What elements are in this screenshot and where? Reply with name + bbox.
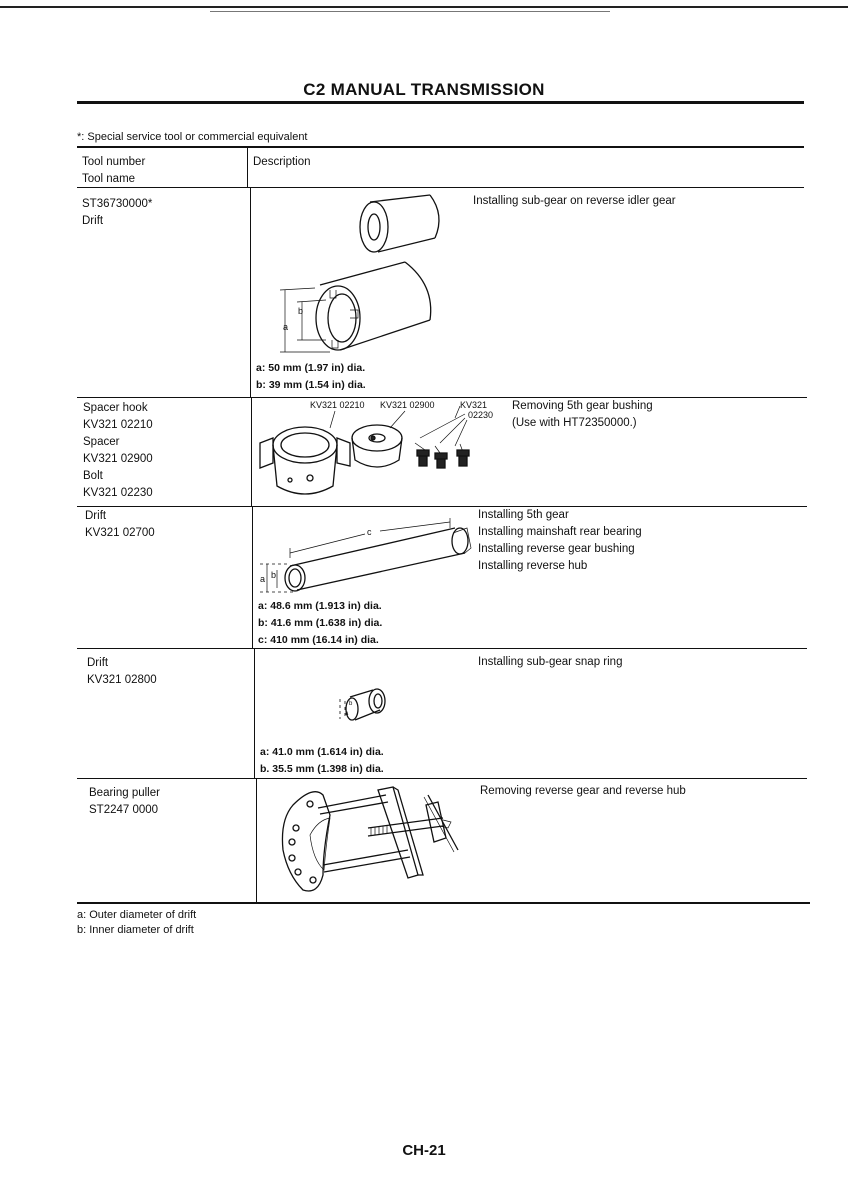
column-divider-row5 [256, 779, 257, 902]
page-number: CH-21 [402, 1142, 446, 1159]
row3-tool-name: Drift [85, 510, 107, 522]
row2-description-1: Removing 5th gear bushing [512, 400, 653, 412]
row4-dimension-a: a: 41.0 mm (1.614 in) dia. [260, 746, 384, 758]
row5-description: Removing reverse gear and reverse hub [480, 785, 686, 797]
table-bottom-rule [77, 902, 810, 904]
row2-tool-line-2: KV321 02210 [83, 419, 153, 431]
drift-kv32102800-illustration [335, 685, 395, 730]
row3-dim-label-a: a [260, 574, 266, 584]
row3-bottom-rule [77, 648, 807, 649]
row2-tool-line-3: Spacer [83, 436, 120, 448]
column-divider-row2 [251, 398, 252, 506]
row2-label-bolt-1: KV321 [460, 400, 488, 410]
header-tool-number: Tool number [82, 156, 146, 168]
drift-kv32102700-illustration [255, 508, 480, 598]
row1-tool-number: ST36730000* [82, 198, 153, 210]
header-bottom-rule [77, 187, 804, 188]
row1-dim-label-b: b [298, 306, 304, 316]
row4-tool-name: Drift [87, 657, 109, 669]
row4-dimension-b: b. 35.5 mm (1.398 in) dia. [260, 763, 384, 775]
row4-tool-number: KV321 02800 [87, 674, 157, 686]
header-tool-name: Tool name [82, 173, 136, 185]
row2-label-spacer-hook: KV321 02210 [310, 400, 365, 410]
column-divider-row1 [250, 188, 251, 397]
row1-tool-name: Drift [82, 215, 104, 227]
row2-tool-line-1: Spacer hook [83, 402, 148, 414]
row2-label-bolt-2: 02230 [468, 410, 494, 420]
row3-description-2: Installing mainshaft rear bearing [478, 526, 642, 538]
top-border-line [0, 6, 848, 8]
row5-tool-name: Bearing puller [89, 787, 160, 799]
row3-description-1: Installing 5th gear [478, 509, 569, 521]
column-divider [247, 146, 248, 188]
footnote-b: b: Inner diameter of drift [77, 923, 194, 936]
row1-dimension-a: a: 50 mm (1.97 in) dia. [256, 362, 366, 374]
row4-dim-label-a: a [345, 711, 349, 717]
drift-st36730000-illustration [270, 190, 470, 360]
row3-tool-number: KV321 02700 [85, 527, 155, 539]
footnotes [77, 908, 196, 937]
spacer-hook-set-illustration [255, 398, 505, 506]
row3-dimension-a: a: 48.6 mm (1.913 in) dia. [258, 600, 382, 612]
page-title: C2 MANUAL TRANSMISSION [303, 80, 545, 99]
top-border-line-faint [210, 11, 610, 12]
row3-description-4: Installing reverse hub [478, 560, 588, 572]
row2-tool-line-4: KV321 02900 [83, 453, 153, 465]
row3-dimension-c: c: 410 mm (16.14 in) dia. [258, 634, 379, 646]
row2-bottom-rule [77, 506, 807, 507]
title-rule [77, 101, 804, 104]
footnote-a: a: Outer diameter of drift [77, 909, 197, 921]
row2-tool-line-6: KV321 02230 [83, 487, 153, 499]
row1-dim-label-a: a [283, 322, 289, 332]
row3-dim-label-c: c [367, 527, 372, 537]
row4-bottom-rule [77, 778, 807, 779]
row4-dim-label-b: b [349, 701, 353, 707]
header-description: Description [253, 156, 311, 168]
row4-description: Installing sub-gear snap ring [478, 656, 623, 668]
row1-description: Installing sub-gear on reverse idler gear [473, 195, 676, 207]
column-divider-row3 [252, 507, 253, 648]
row2-tool-line-5: Bolt [83, 470, 103, 482]
column-divider-row4 [254, 649, 255, 778]
row1-dimension-b: b: 39 mm (1.54 in) dia. [256, 379, 366, 391]
row2-label-spacer: KV321 02900 [380, 400, 435, 410]
table-top-rule [77, 146, 804, 148]
row2-description-2: (Use with HT72350000.) [512, 417, 637, 429]
row3-description-3: Installing reverse gear bushing [478, 543, 635, 555]
row3-dimension-b: b: 41.6 mm (1.638 in) dia. [258, 617, 383, 629]
bearing-puller-illustration [268, 780, 468, 900]
row5-tool-number: ST2247 0000 [89, 804, 159, 816]
row3-dim-label-b: b [271, 570, 277, 580]
special-tool-note: *: Special service tool or commercial equivalent [77, 131, 308, 143]
